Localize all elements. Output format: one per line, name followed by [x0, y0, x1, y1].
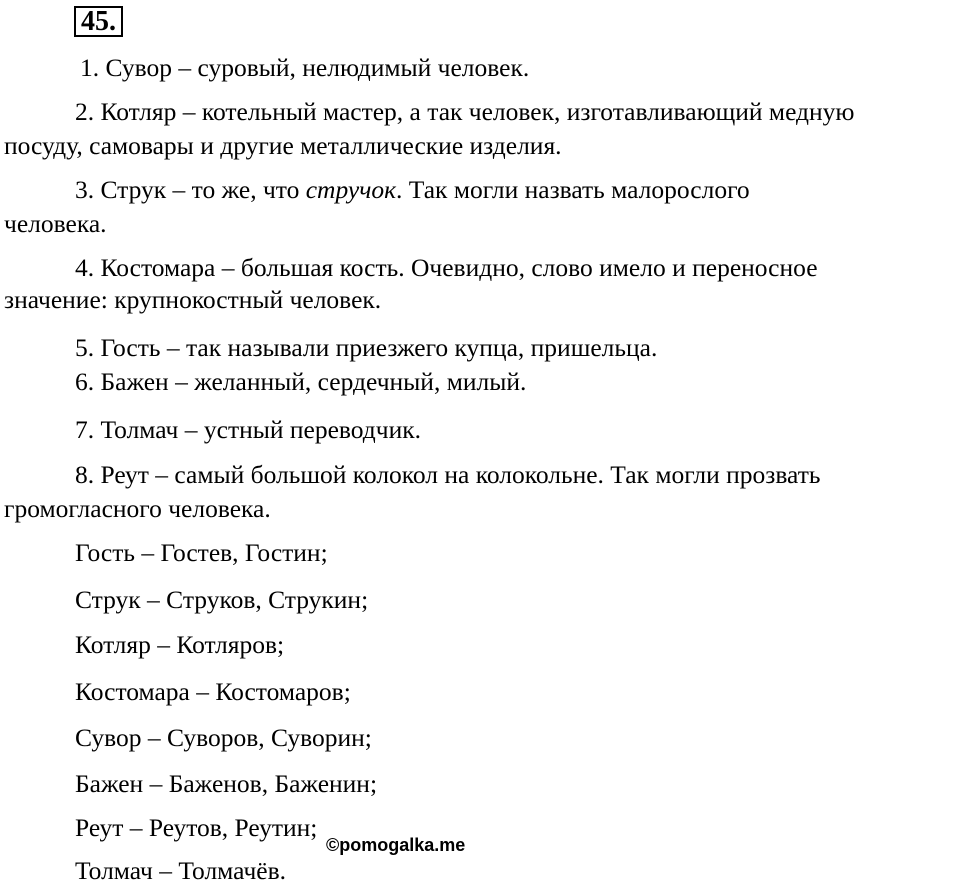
item-2-line-2: посуду, самовары и другие металлические изделия.	[4, 131, 562, 160]
item-3-line-1	[75, 175, 750, 205]
item-8-line-1: 8. Реут – самый большой колокол на колокольне. Так могли прозвать	[75, 460, 821, 489]
surname-line-2: Струк – Струков, Струкин;	[75, 585, 369, 614]
item-7: 7. Толмач – устный переводчик.	[75, 415, 422, 444]
item-6: 6. Бажен – желанный, сердечный, милый.	[75, 367, 527, 396]
surname-line-4: Костомара – Костомаров;	[75, 677, 351, 706]
item-8-line-2: громогласного человека.	[4, 494, 271, 523]
item-5: 5. Гость – так называли приезжего купца, пришельца.	[75, 333, 658, 362]
surname-line-7: Реут – Реутов, Реутин;	[75, 813, 318, 842]
exercise-number: 45.	[74, 6, 123, 37]
surname-line-6: Бажен – Баженов, Баженин;	[75, 769, 378, 798]
watermark: ©pomogalka.me	[326, 835, 466, 855]
item-3-italic-word: стручок	[305, 175, 397, 204]
surname-line-3: Котляр – Котляров;	[75, 630, 285, 659]
surname-line-5: Сувор – Суворов, Суворин;	[75, 723, 372, 752]
item-2-line-1: 2. Котляр – котельный мастер, а так человек, изготавливающий медную	[75, 97, 855, 126]
item-3-line-2: человека.	[4, 209, 107, 238]
item-3-text-after: . Так могли назвать малорослого	[396, 175, 750, 204]
item-3-text-before: 3. Струк – то же, что	[75, 175, 306, 204]
item-1: 1. Сувор – суровый, нелюдимый человек.	[80, 53, 530, 82]
item-4-line-2: значение: крупнокостный человек.	[4, 285, 382, 314]
surname-line-8: Толмач – Толмачёв.	[75, 856, 286, 885]
item-4-line-1: 4. Костомара – большая кость. Очевидно, слово имело и переносное	[75, 253, 818, 282]
surname-line-1: Гость – Гостев, Гостин;	[75, 538, 328, 567]
